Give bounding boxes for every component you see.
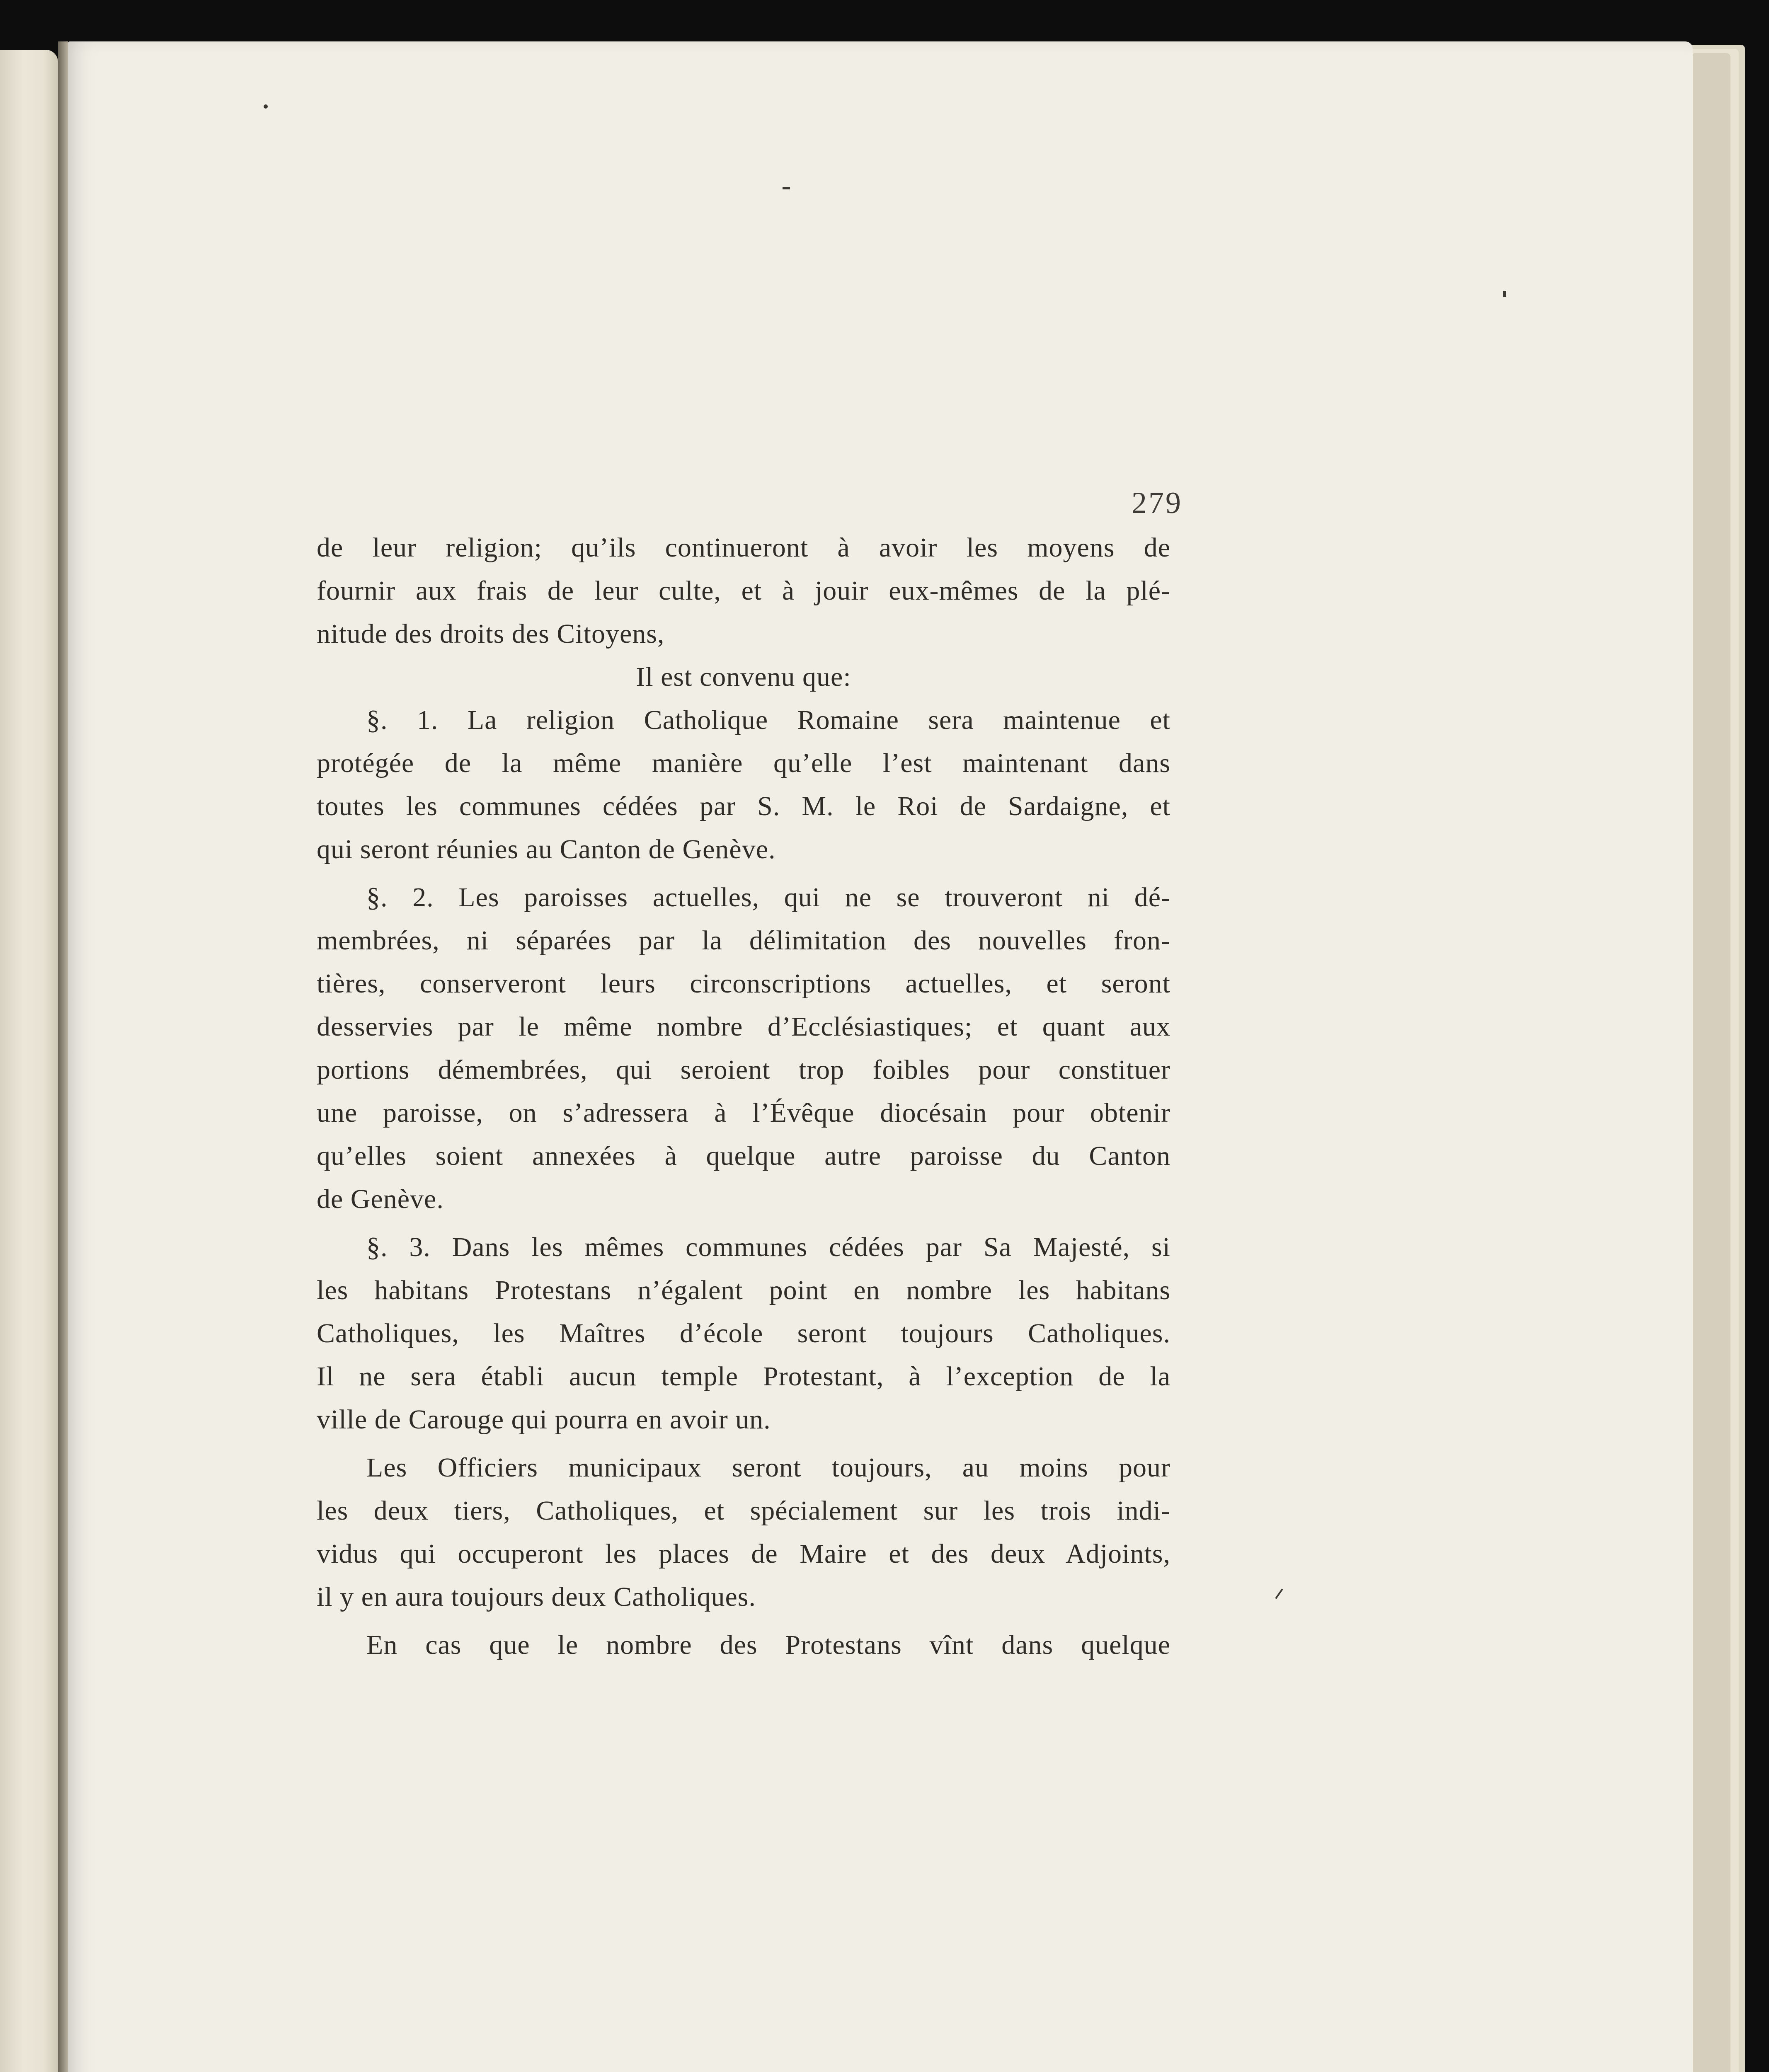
text-line: de Genève. bbox=[317, 1184, 444, 1214]
text-line: toutes les communes cédées par S. M. le Roi de Sardaigne, et bbox=[317, 791, 1170, 821]
text-line: En cas que le nombre des Protestans vînt dans quelque bbox=[366, 1630, 1170, 1660]
text-line: qu’elles soient annexées à quelque autre paroisse du Canton bbox=[317, 1141, 1170, 1171]
paper-speck bbox=[264, 104, 268, 109]
text-line: membrées, ni séparées par la délimitation des nouvelles fron- bbox=[317, 925, 1170, 956]
text-line: fournir aux frais de leur culte, et à jouir eux-mêmes de la plé- bbox=[317, 576, 1170, 606]
text-line: portions démembrées, qui seroient trop foibles pour constituer bbox=[317, 1055, 1170, 1085]
book-gutter bbox=[58, 41, 68, 2072]
text-line: une paroisse, on s’adressera à l’Évêque diocésain pour obtenir bbox=[317, 1098, 1170, 1128]
text-line: Les Officiers municipaux seront toujours, au moins pour bbox=[366, 1452, 1170, 1483]
previous-page-edge bbox=[0, 50, 58, 2072]
text-line: desservies par le même nombre d’Ecclésiastiques; et quant aux bbox=[317, 1012, 1170, 1042]
paper-speck bbox=[783, 187, 790, 189]
text-line: Catholiques, les Maîtres d’école seront toujours Catholiques. bbox=[317, 1318, 1170, 1348]
text-line: nitude des droits des Citoyens, bbox=[317, 619, 665, 649]
text-line: il y en aura toujours deux Catholiques. bbox=[317, 1582, 756, 1612]
page-stack-edge bbox=[1691, 53, 1730, 2072]
page-number: 279 bbox=[1132, 486, 1183, 520]
text-line: vidus qui occuperont les places de Maire et des deux Adjoints, bbox=[317, 1539, 1170, 1569]
body-text bbox=[317, 526, 1170, 1667]
text-line: les habitans Protestans n’égalent point en nombre les habitans bbox=[317, 1275, 1170, 1305]
paper-speck bbox=[1275, 1588, 1283, 1599]
text-line: protégée de la même manière qu’elle l’est maintenant dans bbox=[317, 748, 1170, 778]
text-line: Il ne sera établi aucun temple Protestant, à l’exception de la bbox=[317, 1361, 1170, 1392]
text-line: §. 2. Les paroisses actuelles, qui ne se trouveront ni dé- bbox=[366, 882, 1170, 913]
text-line: tières, conserveront leurs circonscriptions actuelles, et seront bbox=[317, 968, 1170, 999]
paper-speck bbox=[1503, 291, 1506, 297]
text-line: qui seront réunies au Canton de Genève. bbox=[317, 834, 776, 864]
text-line: §. 3. Dans les mêmes communes cédées par Sa Majesté, si bbox=[366, 1232, 1170, 1262]
text-line: de leur religion; qu’ils continueront à avoir les moyens de bbox=[317, 533, 1170, 563]
text-line: ville de Carouge qui pourra en avoir un. bbox=[317, 1404, 771, 1435]
text-line: §. 1. La religion Catholique Romaine sera maintenue et bbox=[366, 705, 1170, 735]
text-line: les deux tiers, Catholiques, et spécialement sur les trois indi- bbox=[317, 1496, 1170, 1526]
section-heading: Il est convenu que: bbox=[636, 662, 851, 692]
